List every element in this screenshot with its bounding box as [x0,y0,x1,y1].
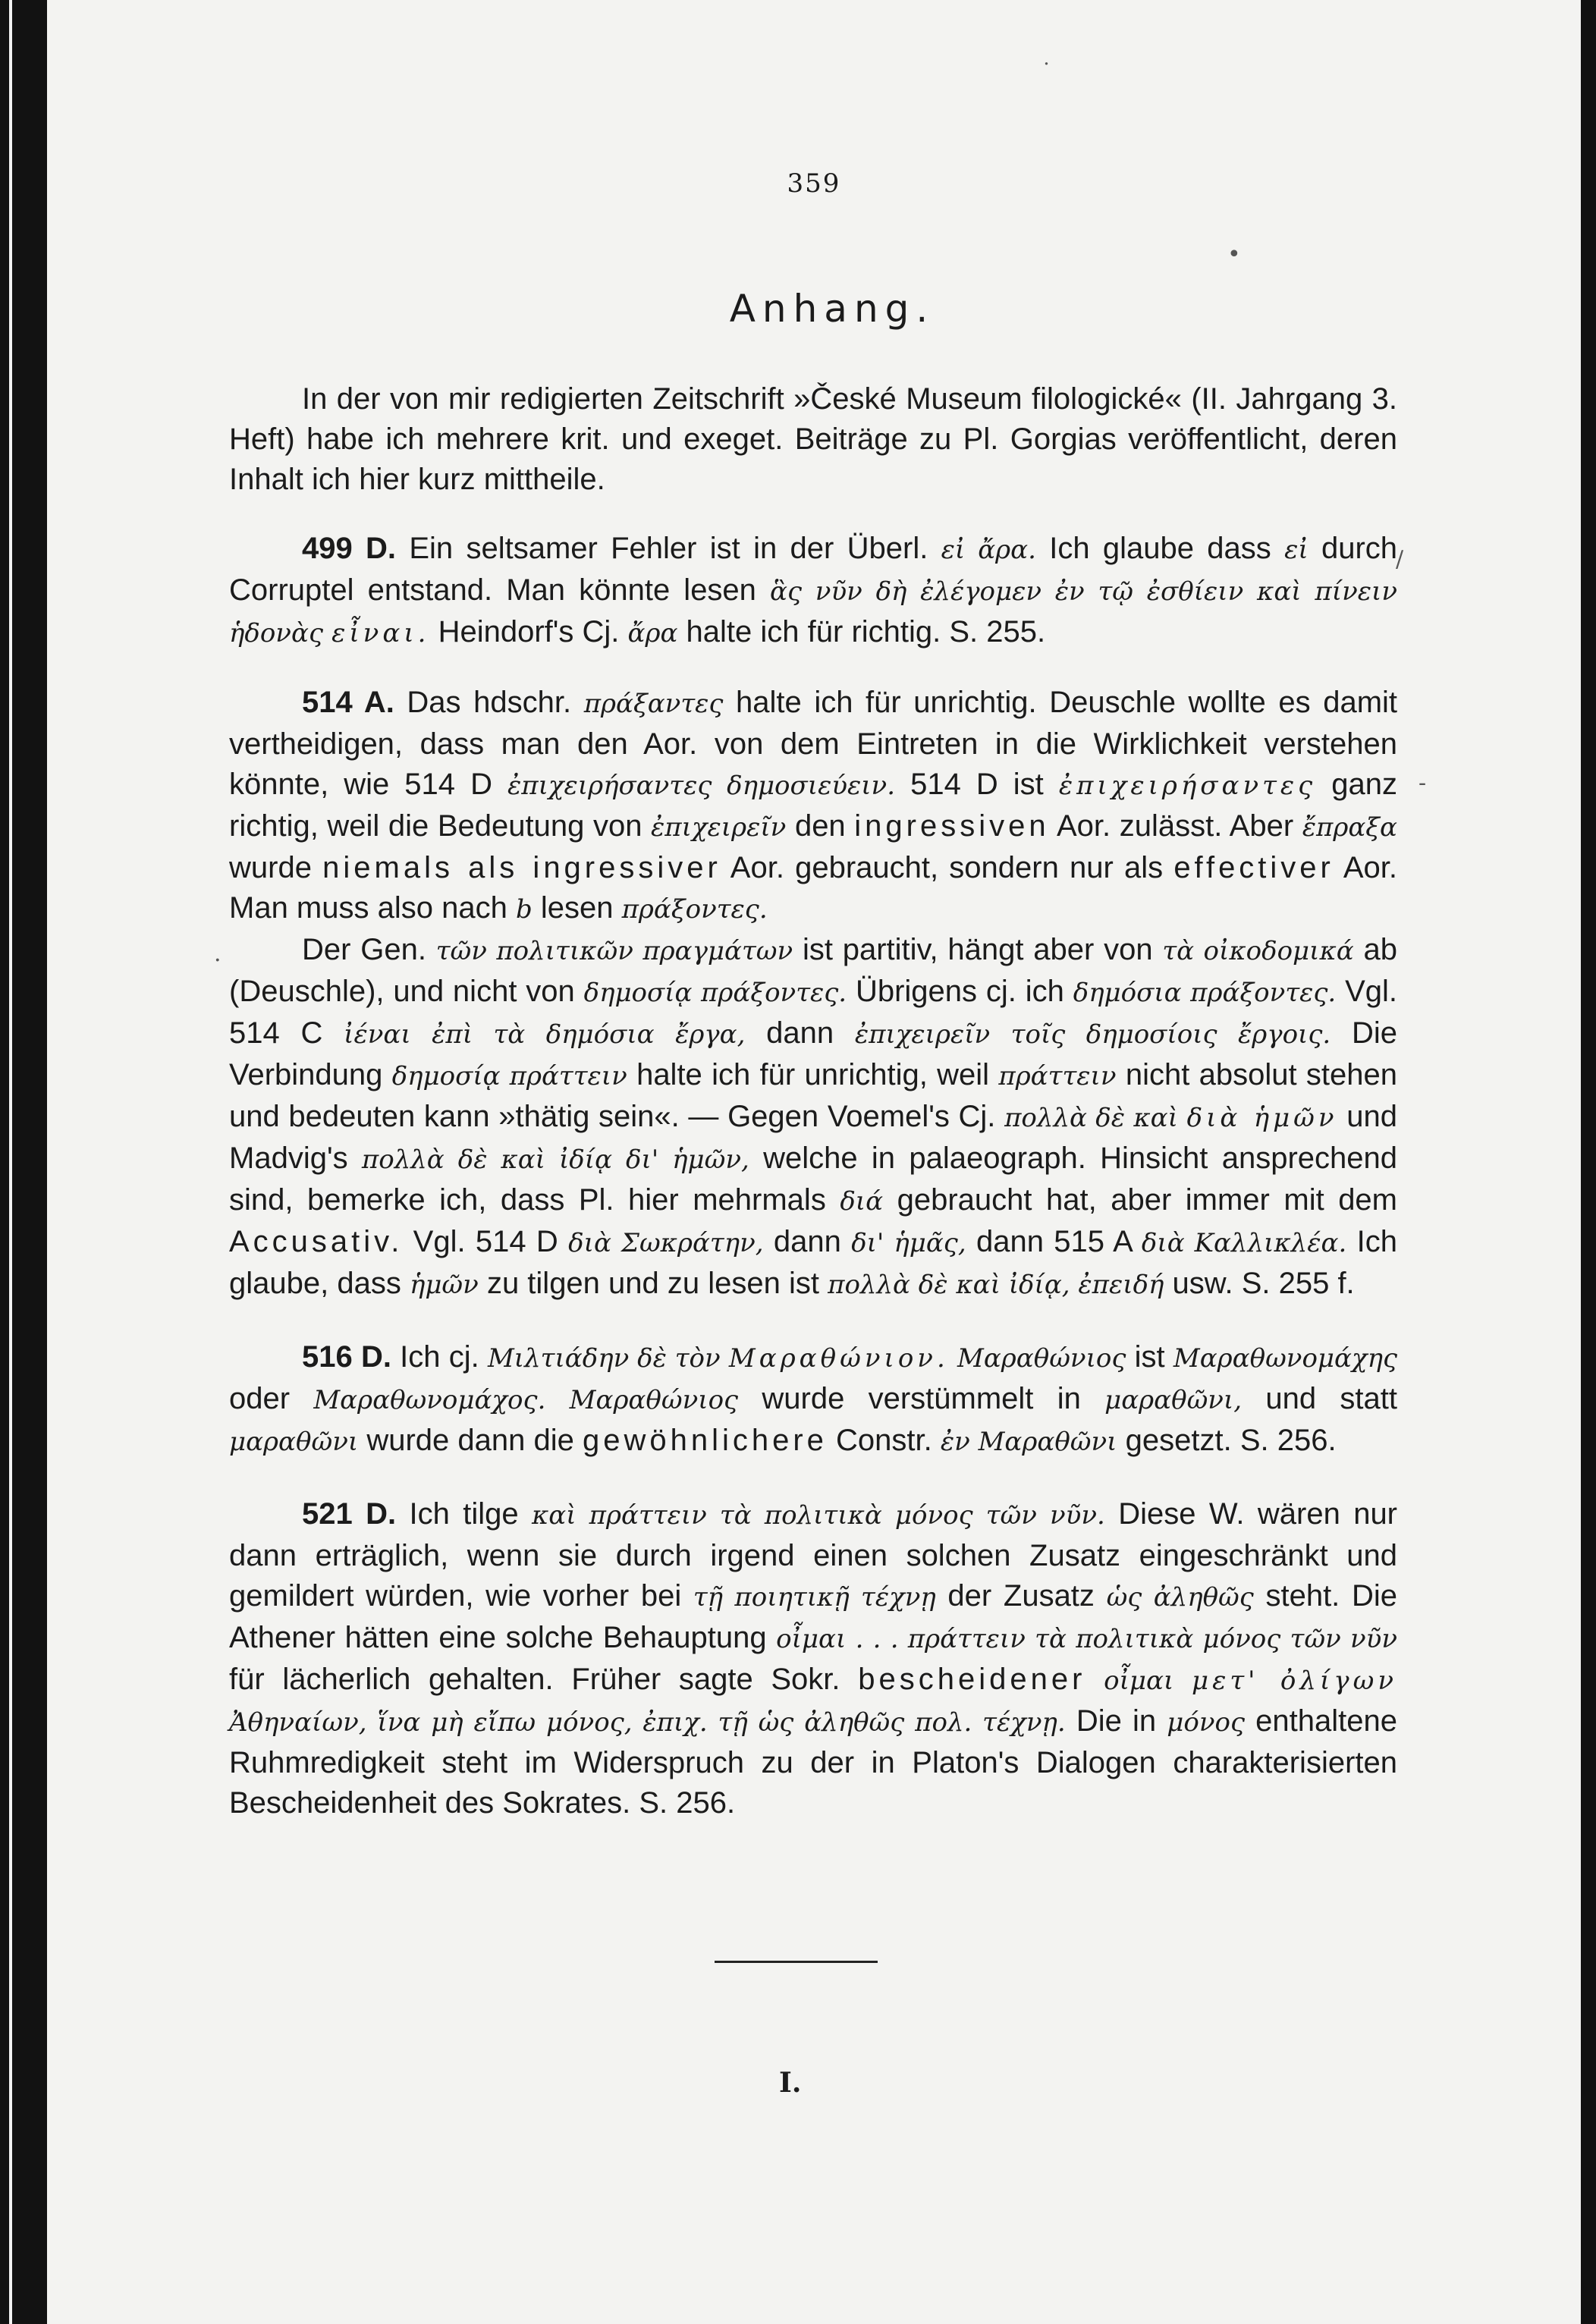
greek-text: δημοσίᾳ πράξοντες. [583,978,847,1008]
text: Die in [1065,1704,1167,1738]
greek-text: ἰέναι ἐπὶ τὰ δημόσια ἔργα, [344,1019,746,1050]
scan-speck: ˙ [1041,59,1052,86]
greek-text: εἰ ἄρα. [941,535,1036,565]
greek-text: ἐν Μαραθῶνι [940,1427,1117,1457]
note-514-genitive [229,930,1397,1305]
greek-text: τὰ οἰκοδομικά [1162,936,1354,966]
text: wurde [229,851,323,884]
greek-text: ἔπραξα [1302,812,1397,843]
text: den [786,809,855,843]
text: Ich glaube dass [1035,532,1285,565]
note-516d [229,1337,1397,1462]
section-ref: 516 D. [302,1340,391,1374]
greek-text-spaced: ἐπιχειρήσαντες [1058,771,1317,801]
greek-text: πράξοντες. [621,894,768,925]
greek-text: δημόσια πράξοντες. [1073,978,1337,1008]
text: wurde verstümmelt in [738,1382,1105,1415]
emphasis-spaced: bescheidener [858,1663,1086,1696]
text: steht. Die Athener hätten eine solche Behauptung [229,1579,1397,1654]
emphasis-spaced: Accusativ. [229,1225,404,1258]
text: lesen [532,891,622,925]
text: Aor. Man muss also nach [229,851,1397,925]
greek-text: b [515,894,533,925]
text: gesetzt. S. 256. [1117,1424,1337,1457]
emphasis-spaced: niemals als ingressiver [322,851,721,884]
note-499d [229,529,1397,654]
section-divider [715,1961,878,1963]
greek-text: πολλὰ δὲ καὶ [1004,1103,1178,1133]
note-514a [229,683,1397,930]
text: ab (Deuschle), und nicht von [229,933,1397,1008]
page-title: Anhang. [729,287,935,331]
greek-text: πολλὰ δὲ καὶ ἰδίᾳ δι' ἡμῶν, [361,1145,749,1175]
section-ref: 514 A. [302,686,394,719]
greek-text: μόνος [1167,1707,1246,1738]
greek-text: ἐπιχειρεῖν [651,812,787,843]
greek-text: ὡς ἀληθῶς [1106,1582,1254,1613]
greek-text: Μαραθώνιος [569,1385,739,1415]
section-ref: 521 D. [302,1497,397,1531]
text: Vgl. 514 C [229,975,1398,1050]
greek-text: ἡμῶν [409,1270,479,1300]
text: enthaltene Ruhmredigkeit steht im Widerspruch zu der in Platon's Dialogen charakterisierten Bescheidenheit des Sokrates. S. 256. [229,1704,1397,1820]
greek-text: Ἀθηναίων, ἵνα μὴ εἴπω μόνος, ἐπιχ. τῇ ὡς ἀληθῶς πολ. τέχνῃ. [229,1707,1066,1738]
text: zu tilgen und zu lesen ist [478,1267,828,1300]
text: Vgl. 514 D [403,1225,569,1258]
greek-text-spaced: Μαραθώνιον. [728,1343,949,1374]
text: dann [763,1225,852,1258]
emphasis-spaced: effectiver [1173,851,1334,884]
text: ist partitiv, hängt aber von [793,933,1163,966]
text: ganz richtig, weil die Bedeutung von [229,768,1397,843]
text: welche in palaeograph. Hinsicht ansprechend sind, bemerke ich, dass Pl. hier mehrmals [229,1142,1397,1217]
intro-paragraph: In der von mir redigierten Zeitschrift »České Museum filologické« (II. Jahrgang 3. Heft) habe ich mehrere krit. und exeget. Beiträge zu Pl. Gorgias veröffentlicht, deren Inhalt ich hier kurz mittheile. [229,382,1397,496]
text: durch Corruptel entstand. Man könnte lesen [229,532,1398,607]
greek-text: οἶμαι [1104,1666,1174,1696]
text: usw. S. 255 f. [1164,1267,1355,1300]
margin-mark: - [1418,770,1427,796]
greek-text: ἃς νῦν δὴ ἐλέγομεν ἐν τῷ ἐσθίειν καὶ πίνειν ἡδονὰς [229,576,1398,649]
text: der Zusatz [935,1579,1107,1613]
text: Ich tilge [396,1497,532,1531]
text: Aor. gebraucht, sondern nur als [721,851,1174,884]
scan-speck: • [1227,241,1241,268]
greek-text: διὰ Καλλικλέα. [1141,1228,1347,1258]
greek-text: μαραθῶνι, [1104,1385,1243,1415]
greek-text: μαραθῶνι [229,1427,359,1457]
text: Aor. zulässt. Aber [1049,809,1302,843]
greek-text: ἐπιχειρεῖν τοῖς δημοσίοις ἔργοις. [854,1019,1331,1050]
scan-border-left [0,0,47,2324]
text: ist [1126,1340,1173,1374]
greek-text: ἐπιχειρήσαντες δημοσιεύειν. [507,771,896,801]
text: für lächerlich gehalten. Früher sagte Sokr. [229,1663,859,1696]
text: Constr. [827,1424,941,1457]
greek-text: Μαραθωνομάχος. [313,1385,546,1415]
greek-text: δημοσίᾳ πράττειν [391,1061,627,1091]
greek-text: τῇ ποιητικῇ τέχνῃ [693,1582,936,1613]
text: Übrigens cj. ich [847,975,1073,1008]
text: halte ich für unrichtig, weil [627,1058,999,1091]
greek-text: Μαραθωνομάχης [1173,1343,1398,1374]
text: gebraucht hat, aber immer mit dem [883,1183,1398,1217]
signature-mark: I. [779,2067,802,2099]
greek-text: εἰ [1284,535,1309,565]
greek-text: ἄρα [627,618,678,649]
text: dann [745,1016,855,1050]
text: wurde dann die [358,1424,583,1457]
text: und Madvig's [229,1100,1397,1175]
greek-text: Μαραθώνιος [957,1343,1126,1374]
emphasis-spaced: ingressiven [854,809,1050,843]
section-ref: 499 D. [302,532,397,565]
greek-text: πράξαντες [583,689,724,719]
text: dann 515 A [966,1225,1142,1258]
text: Das hdschr. [394,686,584,719]
greek-text: οἶμαι . . . πράττειν τὰ πολιτικὰ μόνος τῶν νῦν [776,1624,1397,1654]
greek-text: Μιλτιάδην δὲ τὸν [487,1343,721,1374]
text: Ich cj. [391,1340,488,1374]
greek-text: διὰ Σωκράτην, [568,1228,764,1258]
main-text [229,379,1397,1823]
book-page [47,0,1581,2324]
text: und statt [1242,1382,1397,1415]
greek-text: πολλὰ δὲ καὶ ἰδίᾳ, ἐπειδή [828,1270,1164,1300]
scan-edge-line [9,0,12,2324]
margin-mark: / [1396,546,1404,573]
greek-text: τῶν πολιτικῶν πραγμάτων [435,936,793,966]
greek-text: καὶ πράττειν τὰ πολιτικὰ μόνος τῶν νῦν. [532,1500,1105,1531]
greek-text: δι' ἡμᾶς, [851,1228,966,1258]
page-number: 359 [787,168,841,199]
text: Ich glaube, dass [229,1225,1397,1300]
text: halte ich für unrichtig. Deuschle wollte es damit vertheidigen, dass man den Aor. von dem Eintreten in die Wirklichkeit verstehen könnte, wie 514 D [229,686,1398,801]
greek-text: διά [840,1186,884,1217]
greek-text-spaced: εἶναι. [331,618,430,649]
text: 514 D ist [895,768,1059,801]
text: Ein seltsamer Fehler ist in der Überl. [396,532,941,565]
greek-text-spaced: μετ' ὀλίγων [1192,1666,1397,1696]
text: Die Verbindung [229,1016,1397,1091]
greek-text-spaced: διὰ ἡμῶν [1186,1103,1338,1133]
note-521d [229,1494,1397,1823]
scan-border-right [1581,0,1596,2324]
text: Diese W. wären nur dann erträglich, wenn sie durch irgend einen solchen Zusatz eingeschränkt und gemildert würden, wie vorher bei [229,1497,1398,1613]
emphasis-spaced: gewöhnlichere [582,1424,828,1457]
text: nicht absolut stehen und bedeuten kann »thätig sein«. — Gegen Voemel's Cj. [229,1058,1397,1133]
scan-speck: . [214,941,221,967]
text: Der Gen. [302,933,436,966]
text: oder [229,1382,314,1415]
text: Heindorf's Cj. [429,615,628,649]
text: halte ich für richtig. S. 255. [677,615,1046,649]
greek-text: πράττειν [998,1061,1117,1091]
